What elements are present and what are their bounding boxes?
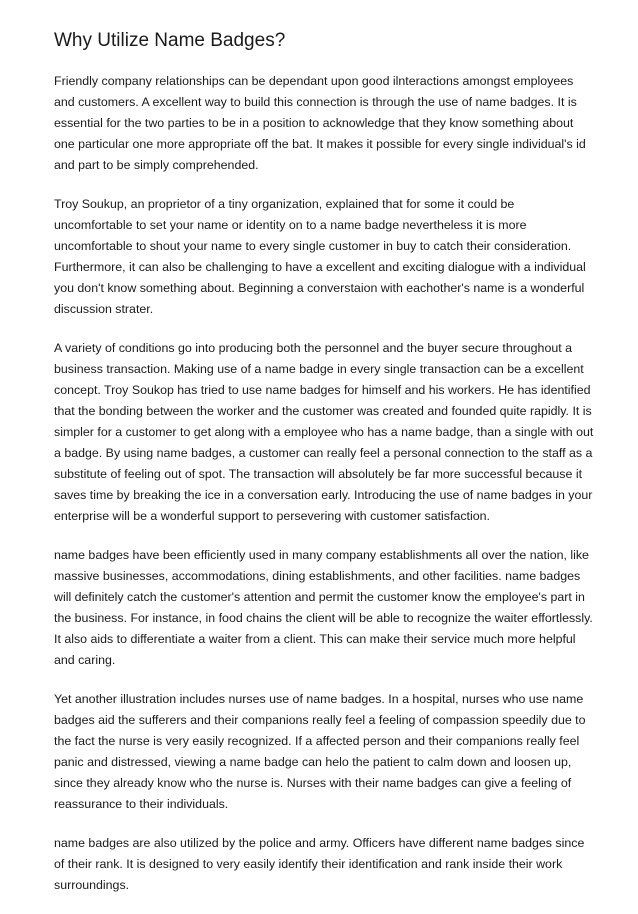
paragraph-5: Yet another illustration includes nurses use of name badges. In a hospital, nurses who use name badges aid the sufferers and their companions really feel a feeling of compassion speedily due to the fact the nurse is very easily recognized. If a affected person and their companions really feel panic and distressed, viewing a name badge can helo the patient to calm down and loosen up, since they already know who the nurse is. Nurses with their name badges can give a feeling of reassurance to their individuals. (54, 692, 586, 811)
paragraph-6: name badges are also utilized by the police and army. Officers have different name badges since of their rank. It is designed to very easily identify their identification and rank inside their work surroundings. (54, 836, 585, 892)
document-page (54, 28, 594, 914)
paragraph-2: Troy Soukup, an proprietor of a tiny organization, explained that for some it could be uncomfortable to set your name or identity on to a name badge nevertheless it is more uncomfortable to shout your name to every single customer in buy to catch their consideration. Furthermore, it can also be challenging to have a excellent and exciting dialogue with a individual you don't know something about. Beginning a converstaion with eachother's name is a wonderful discussion strater. (54, 197, 586, 316)
paragraph-1: Friendly company relationships can be dependant upon good ilnteractions amongst employees and customers. A excellent way to build this connection is through the use of name badges. It is essential for the two parties to be in a position to acknowledge that they know something about one particular one more appropriate off the bat. It makes it possible for every single individual's id and part to be simply comprehended. (54, 74, 586, 172)
paragraph-4: name badges have been efficiently used in many company establishments all over the nation, like massive businesses, accommodations, dining establishments, and other facilities. name badges will definitely catch the customer's attention and permit the customer know the employee's part in the business. For instance, in food chains the client will be able to recognize the waiter effortlessly. It also aids to differentiate a waiter from a client. This can make their service much more helpful and caring. (54, 548, 593, 667)
document-title: Why Utilize Name Badges? (54, 30, 286, 51)
paragraph-3: A variety of conditions go into producing both the personnel and the buyer secure throughout a business transaction. Making use of a name badge in every single transaction can be a excellent concept. Troy Soukop has tried to use name badges for himself and his workers. He has identified that the bonding between the worker and the customer was created and founded quite rapidly. It is simpler for a customer to get along with a employee who has a name badge, than a single with out a badge. By using name badges, a customer can really feel a personal connection to the staff as a substitute of feeling out of spot. The transaction will absolutely be far more successful because it saves time by breaking the ice in a conversation early. Introducing the use of name badges in your enterprise will be a wonderful support to persevering with customer satisfaction. (54, 341, 594, 523)
